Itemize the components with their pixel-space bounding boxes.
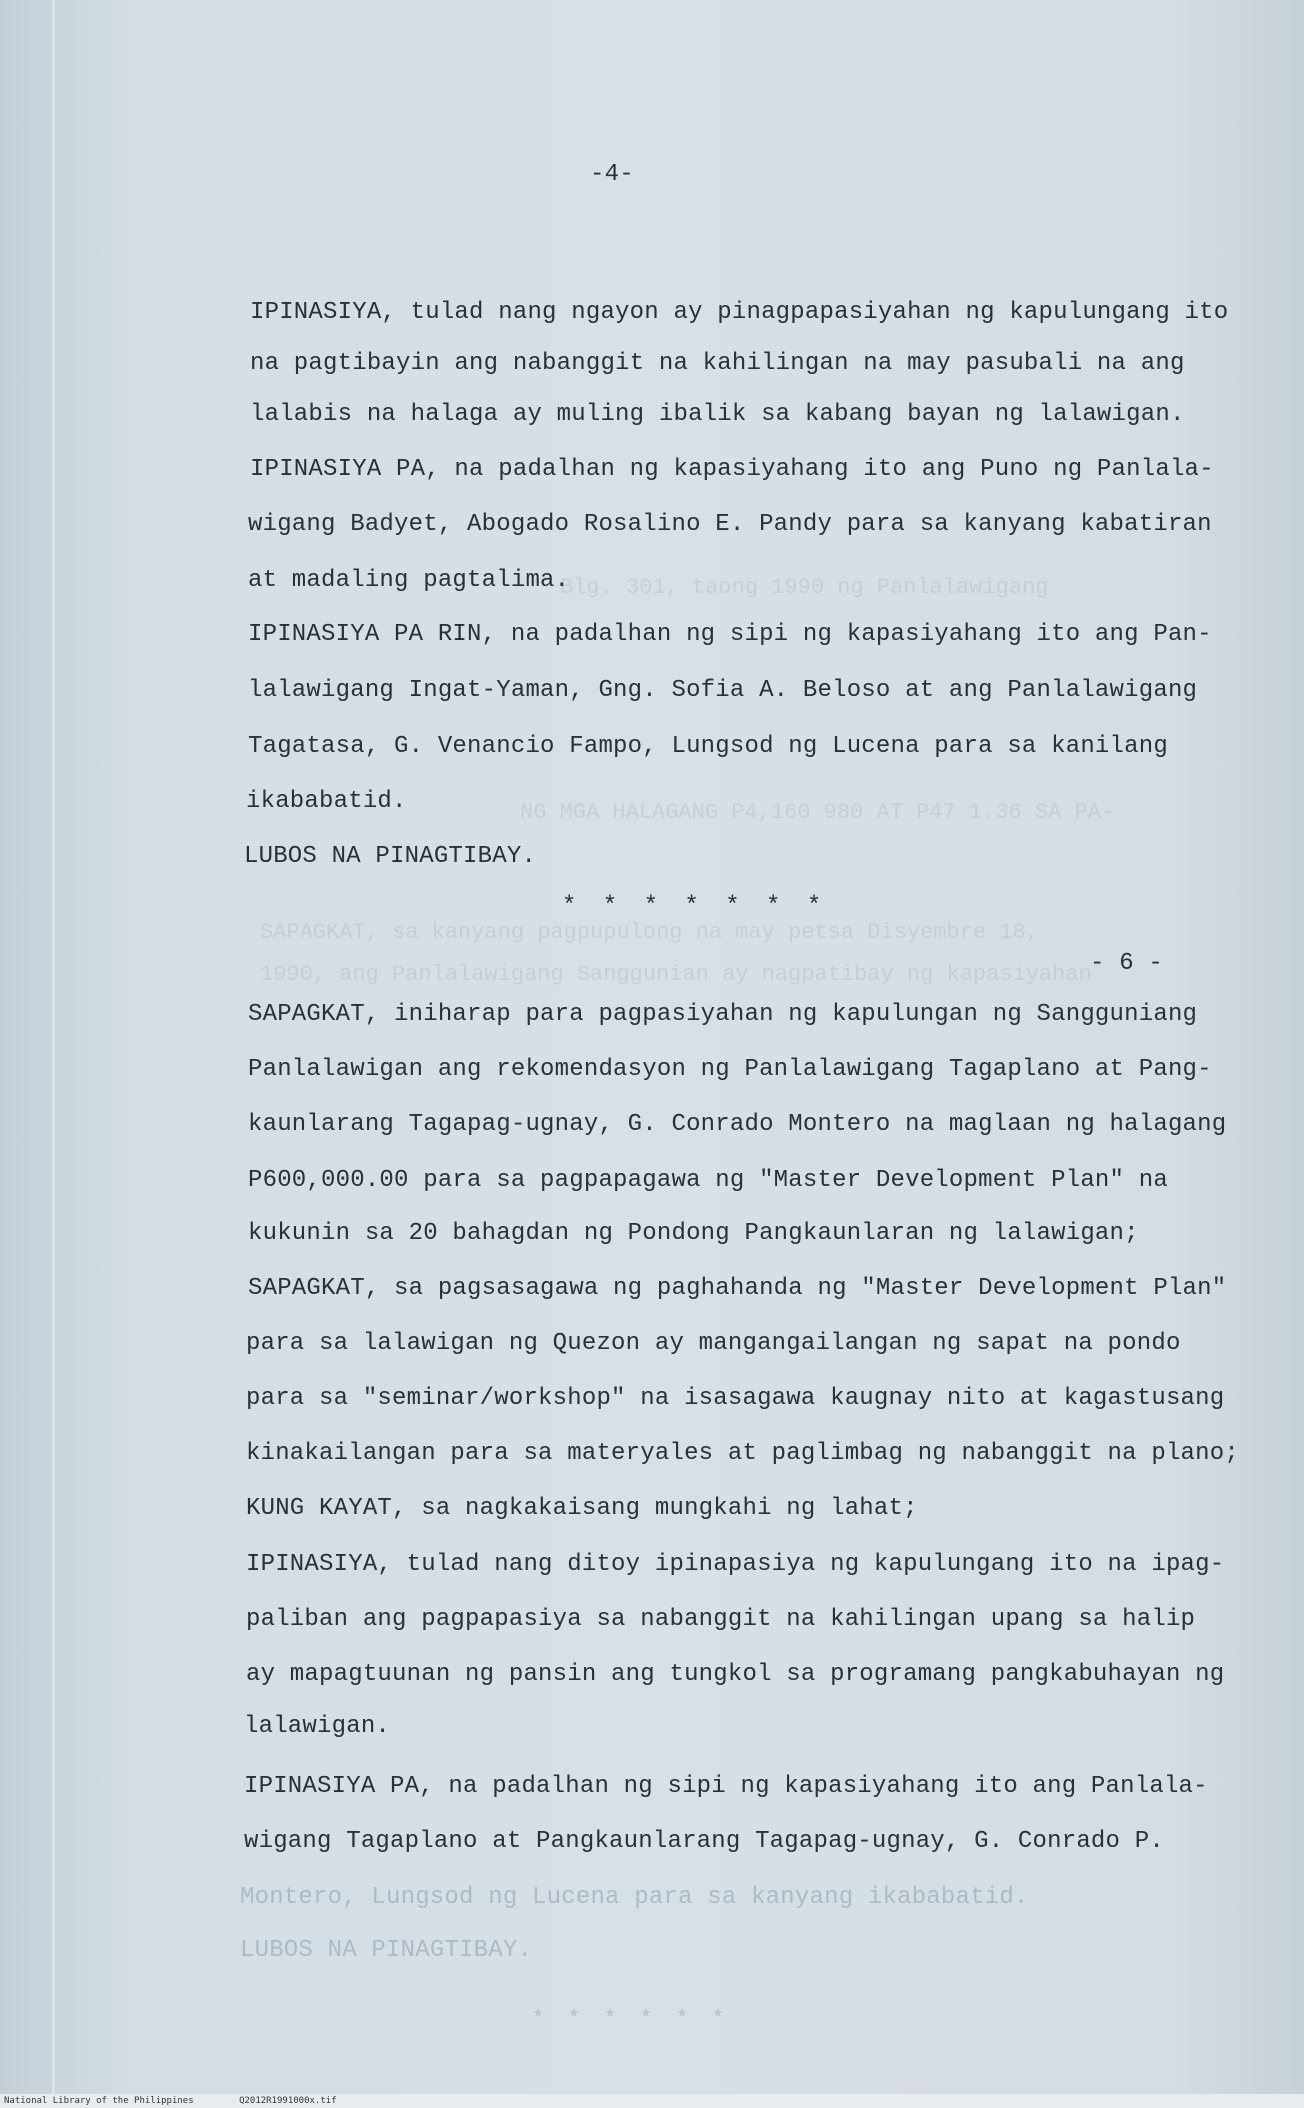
text-line: wigang Tagaplano at Pangkaunlarang Tagapag-ugnay, G. Conrado P.: [244, 1828, 1164, 1855]
page-number: -4-: [590, 161, 634, 188]
text-line: paliban ang pagpapasiya sa nabanggit na kahilingan upang sa halip: [246, 1606, 1196, 1633]
text-line: SAPAGKAT, iniharap para pagpasiyahan ng kapulungan ng Sangguniang: [248, 1001, 1198, 1028]
section-number: - 6 -: [1090, 950, 1164, 977]
text-line: para sa "seminar/workshop" na isasagawa kaugnay nito at kagastusang: [246, 1385, 1225, 1412]
footer-filename: Q2012R1991000x.tif: [239, 2096, 337, 2106]
separator-asterisks: * * * * * * *: [562, 893, 828, 920]
scan-footer: [0, 2094, 1304, 2108]
footer-source: National Library of the Philippines: [4, 2096, 194, 2106]
text-line: wigang Badyet, Abogado Rosalino E. Pandy para sa kanyang kabatiran: [248, 511, 1212, 538]
text-line: IPINASIYA, tulad nang ngayon ay pinagpapasiyahan ng kapulungang ito: [250, 299, 1229, 326]
text-line: IPINASIYA PA RIN, na padalhan ng sipi ng kapasiyahang ito ang Pan-: [248, 621, 1212, 648]
text-line: ay mapagtuunan ng pansin ang tungkol sa programang pangkabuhayan ng: [246, 1661, 1225, 1688]
text-line: at madaling pagtalima.: [248, 567, 570, 594]
bleed-through: Blg. 301, taong 1990 ng Panlalawigang: [560, 575, 1049, 600]
text-line: Tagatasa, G. Venancio Fampo, Lungsod ng Lucena para sa kanilang: [248, 733, 1168, 760]
text-line: kinakailangan para sa materyales at paglimbag ng nabanggit na plano;: [246, 1440, 1239, 1467]
text-line: para sa lalawigan ng Quezon ay mangangailangan ng sapat na pondo: [246, 1330, 1181, 1357]
text-line: IPINASIYA PA, na padalhan ng kapasiyahang ito ang Puno ng Panlala-: [250, 456, 1214, 483]
text-line: na pagtibayin ang nabanggit na kahilingan na may pasubali na ang: [250, 350, 1185, 377]
text-line: KUNG KAYAT, sa nagkakaisang mungkahi ng lahat;: [246, 1495, 918, 1522]
text-line: P600,000.00 para sa pagpapagawa ng "Master Development Plan" na: [248, 1167, 1168, 1194]
text-line: IPINASIYA PA, na padalhan ng sipi ng kapasiyahang ito ang Panlala-: [244, 1773, 1208, 1800]
text-line: SAPAGKAT, sa pagsasagawa ng paghahanda ng "Master Development Plan": [248, 1275, 1227, 1302]
text-line: ikababatid.: [246, 788, 407, 815]
text-line: LUBOS NA PINAGTIBAY.: [244, 843, 537, 870]
separator-asterisks-faded: * * * * * *: [532, 2008, 731, 2031]
text-line-faded: Montero, Lungsod ng Lucena para sa kanyang ikababatid.: [240, 1884, 1029, 1911]
text-line: kaunlarang Tagapag-ugnay, G. Conrado Montero na maglaan ng halagang: [248, 1111, 1227, 1138]
text-line-faded: LUBOS NA PINAGTIBAY.: [240, 1937, 533, 1964]
text-line: lalabis na halaga ay muling ibalik sa kabang bayan ng lalawigan.: [250, 401, 1185, 428]
text-line: lalawigang Ingat-Yaman, Gng. Sofia A. Beloso at ang Panlalawigang: [248, 677, 1198, 704]
text-line: kukunin sa 20 bahagdan ng Pondong Pangkaunlaran ng lalawigan;: [248, 1220, 1139, 1247]
text-line: lalawigan.: [244, 1713, 391, 1740]
bleed-through: NG MGA HALAGANG P4,160 980 AT P47 1.36 SA PA-: [520, 800, 1115, 825]
text-line: IPINASIYA, tulad nang ditoy ipinapasiya ng kapulungang ito na ipag-: [246, 1551, 1225, 1578]
bleed-through: SAPAGKAT, sa kanyang pagpupulong na may petsa Disyembre 18,: [260, 920, 1039, 945]
paper-fold: [52, 0, 55, 2108]
bleed-through: 1990, ang Panlalawigang Sanggunian ay nagpatibay ng kapasiyahan: [260, 962, 1092, 987]
text-line: Panlalawigan ang rekomendasyon ng Panlalawigang Tagaplano at Pang-: [248, 1056, 1212, 1083]
